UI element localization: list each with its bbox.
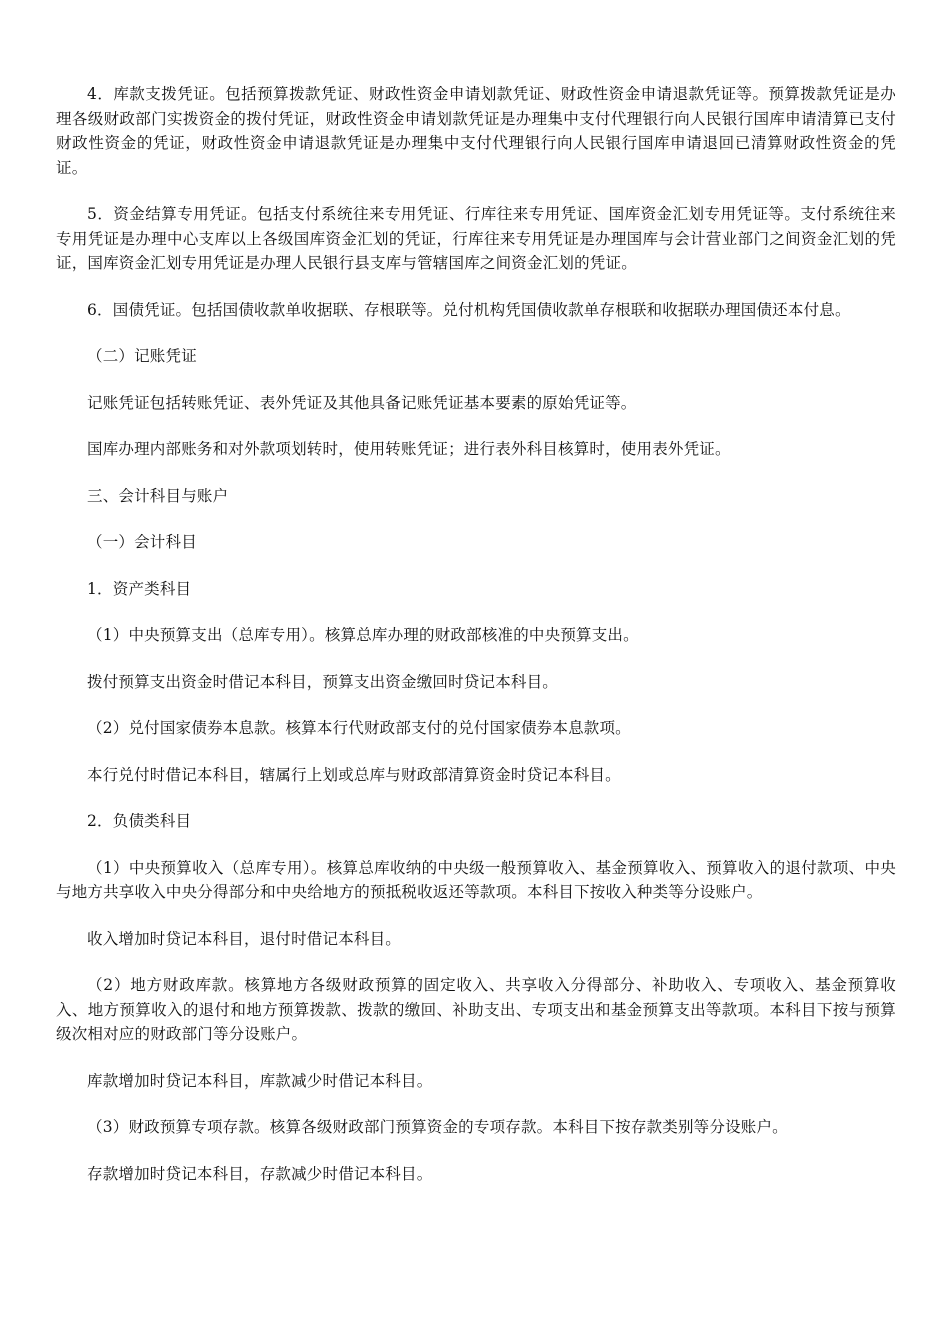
heading-accounting-vouchers: （二）记账凭证 bbox=[87, 347, 197, 365]
paragraph-treasury-disbursement-vouchers: 4．库款支拨凭证。包括预算拨款凭证、财政性资金申请划款凭证、财政性资金申请退款凭证等。预算拨款凭证是办理各级财政部门实拨资金的拨付凭证，财政性资金申请划款凭证是办理集中支付代理银行向人民银行国库申请清算已支付财政性资金的凭证，财政性资金申请退款凭证是办理集中支付代理银行向人民银行国库申请退回已清算财政性资金的凭证。 bbox=[56, 85, 896, 177]
heading-liability-subjects: 2．负债类科目 bbox=[87, 812, 192, 830]
paragraph-special-deposits: （3）财政预算专项存款。核算各级财政部门预算资金的专项存款。本科目下按存款类别等分设账户。 bbox=[87, 1118, 788, 1136]
paragraph-bond-redemption-entries: 本行兑付时借记本科目，辖属行上划或总库与财政部清算资金时贷记本科目。 bbox=[87, 765, 621, 784]
paragraph-accounting-vouchers-usage: 国库办理内部账务和对外款项划转时，使用转账凭证；进行表外科目核算时，使用表外凭证。 bbox=[87, 440, 731, 458]
paragraph-local-treasury-funds: （2）地方财政库款。核算地方各级财政预算的固定收入、共享收入分得部分、补助收入、专项收入、基金预算收入、地方预算收入的退付和地方预算拨款、拨款的缴回、补助支出、专项支出和基金预算支出等款项。本科目下按与预算级次相对应的财政部门等分设账户。 bbox=[56, 976, 896, 1043]
heading-asset-subjects: 1．资产类科目 bbox=[87, 579, 192, 598]
document-page bbox=[56, 82, 896, 1208]
paragraph-central-budget-revenue: （1）中央预算收入（总库专用）。核算总库收纳的中央级一般预算收入、基金预算收入、预算收入的退付款项、中央与地方共享收入中央分得部分和中央给地方的预抵税收返还等款项。本科目下按收入种类等分设账户。 bbox=[56, 858, 896, 901]
paragraph-bond-vouchers: 6．国债凭证。包括国债收款单收据联、存根联等。兑付机构凭国债收款单存根联和收据联办理国债还本付息。 bbox=[87, 300, 851, 319]
paragraph-bond-redemption: （2）兑付国家债券本息款。核算本行代财政部支付的兑付国家债券本息款项。 bbox=[87, 719, 631, 737]
heading-accounting-subjects: （一）会计科目 bbox=[87, 533, 197, 551]
paragraph-central-budget-expenditure-entries: 拨付预算支出资金时借记本科目，预算支出资金缴回时贷记本科目。 bbox=[87, 672, 559, 691]
paragraph-special-deposits-entries: 存款增加时贷记本科目，存款减少时借记本科目。 bbox=[87, 1164, 433, 1183]
paragraph-settlement-vouchers: 5．资金结算专用凭证。包括支付系统往来专用凭证、行库往来专用凭证、国库资金汇划专用凭证等。支付系统往来专用凭证是办理中心支库以上各级国库资金汇划的凭证，行库往来专用凭证是办理国库与会计营业部门之间资金汇划的凭证，国库资金汇划专用凭证是办理人民银行县支库与管辖国库之间资金汇划的凭证。 bbox=[56, 205, 896, 272]
paragraph-local-treasury-funds-entries: 库款增加时贷记本科目，库款减少时借记本科目。 bbox=[87, 1071, 433, 1090]
paragraph-central-budget-expenditure: （1）中央预算支出（总库专用）。核算总库办理的财政部核准的中央预算支出。 bbox=[87, 626, 639, 644]
paragraph-accounting-vouchers-scope: 记账凭证包括转账凭证、表外凭证及其他具备记账凭证基本要素的原始凭证等。 bbox=[87, 393, 637, 412]
heading-section-three: 三、会计科目与账户 bbox=[87, 486, 229, 505]
paragraph-central-budget-revenue-entries: 收入增加时贷记本科目，退付时借记本科目。 bbox=[87, 929, 402, 948]
